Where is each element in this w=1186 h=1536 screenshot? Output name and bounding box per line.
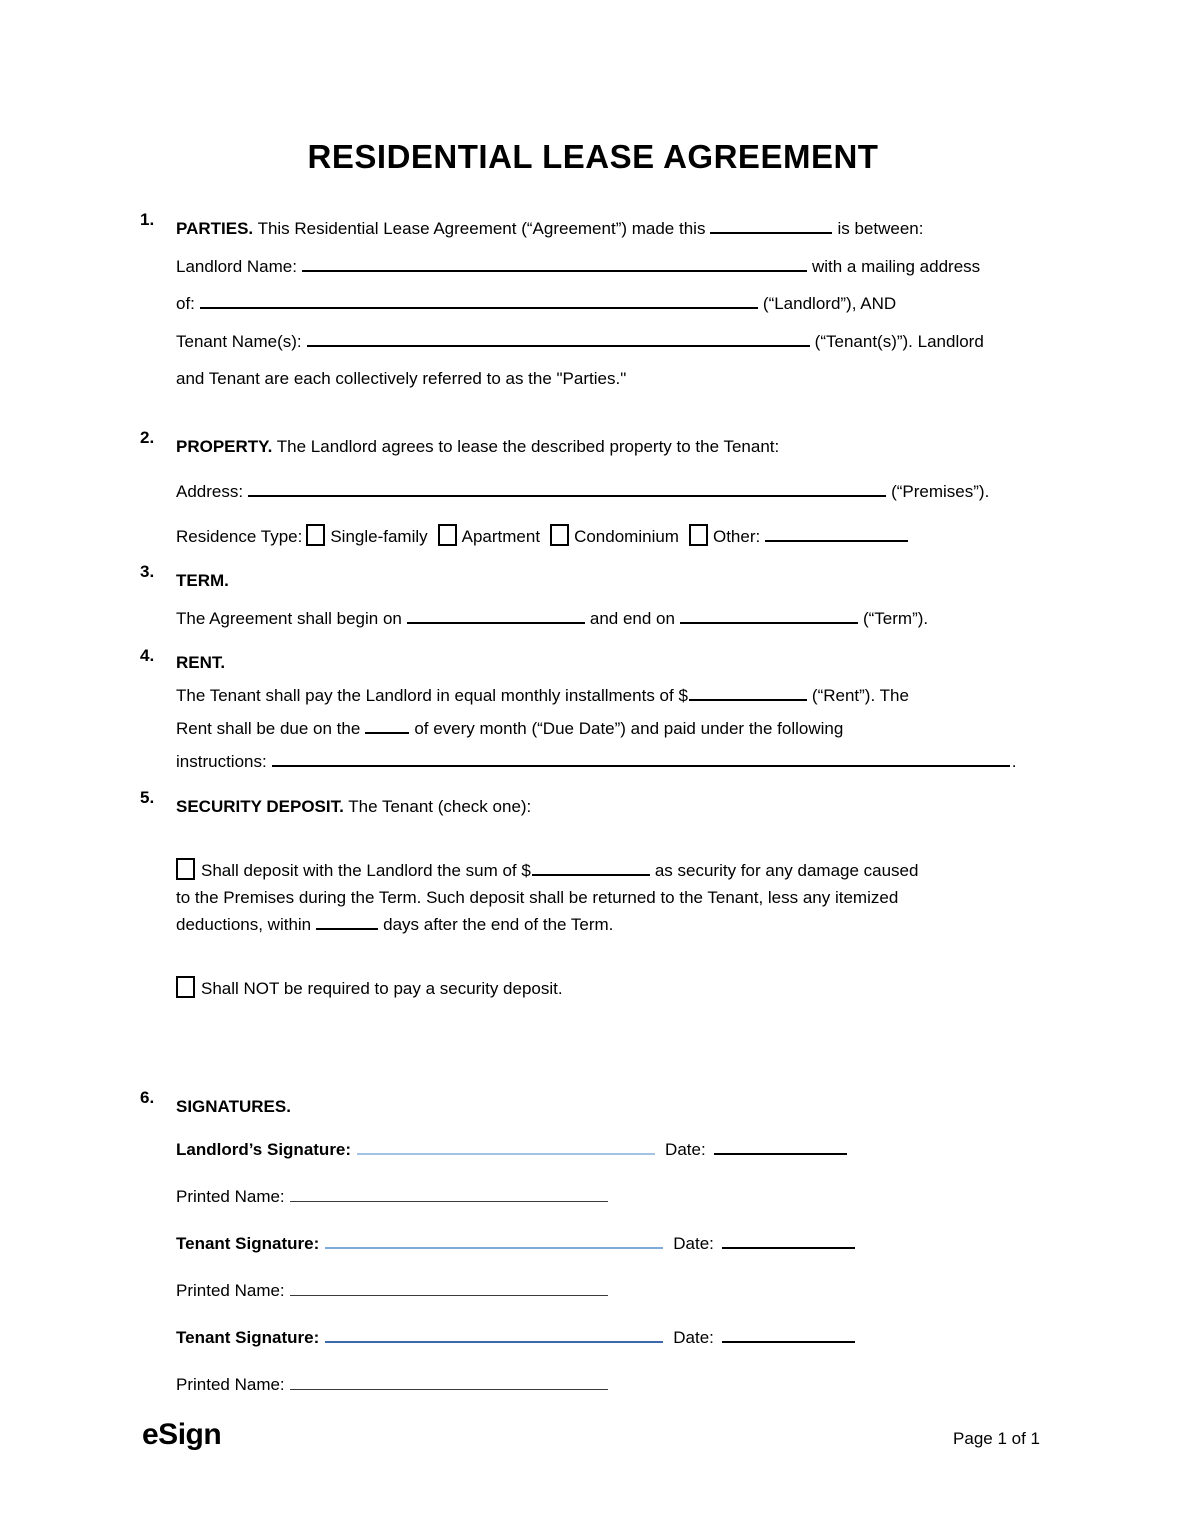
document-title: RESIDENTIAL LEASE AGREEMENT: [307, 138, 879, 175]
tenant1-printed-name-row: [176, 1267, 1056, 1314]
residence-type-line: [176, 518, 1056, 556]
security-heading-line: [176, 788, 1056, 826]
condominium-label: Condominium: [574, 526, 679, 546]
deposit-days-text: deductions, within: [176, 914, 312, 934]
deposit-option-2: [176, 960, 1056, 1002]
other-residence-blank[interactable]: [765, 525, 908, 542]
parties-line-4: [176, 323, 1056, 361]
payment-instructions-blank[interactable]: [272, 750, 1010, 767]
section-parties-number: 1.: [140, 210, 155, 229]
page-number: Page 1 of 1: [953, 1429, 1040, 1448]
tenant1-signature-line[interactable]: [325, 1232, 663, 1249]
landlord-signature-row: [176, 1126, 1056, 1173]
section-signatures-number: 6.: [140, 1087, 155, 1107]
tenant1-signature-label: Tenant Signature:: [176, 1233, 320, 1253]
section-parties: [140, 210, 1056, 398]
deposit-option-1: [176, 842, 1056, 938]
landlord-printed-name-label: Printed Name:: [176, 1186, 285, 1206]
landlord-address-label: of:: [176, 294, 195, 313]
rent-line-2-end: of every month (“Due Date”) and paid under the following: [414, 718, 844, 738]
tenant2-printed-name-label: Printed Name:: [176, 1374, 285, 1394]
section-security-number: 5.: [140, 787, 155, 807]
deposit-option-1-line-2: to the Premises during the Term. Such deposit shall be returned to the Tenant, less any itemized: [176, 887, 899, 907]
no-deposit-checkbox[interactable]: [176, 976, 195, 998]
deposit-option-1-line-1: [176, 842, 1056, 884]
condominium-checkbox[interactable]: [550, 524, 569, 546]
tenant1-signature-row: [176, 1220, 1056, 1267]
section-rent-number: 4.: [140, 645, 155, 665]
deposit-return-days-blank[interactable]: [316, 913, 378, 930]
parties-line-2-end: with a mailing address: [811, 256, 981, 276]
residence-type-label: Residence Type:: [176, 526, 303, 546]
section-rent: [140, 646, 1056, 778]
landlord-printed-name-blank[interactable]: [290, 1186, 608, 1202]
term-heading-line: [176, 562, 1056, 600]
rent-amount-blank[interactable]: [689, 684, 807, 701]
parties-line-1: [176, 210, 1056, 248]
property-address-line: [176, 473, 1056, 511]
section-property: [140, 428, 1056, 556]
apartment-checkbox[interactable]: [438, 524, 457, 546]
esign-logo: eSign: [142, 1418, 222, 1451]
landlord-name-blank[interactable]: [302, 255, 807, 272]
deposit-amount-blank[interactable]: [532, 859, 650, 876]
tenant1-printed-name-blank[interactable]: [290, 1280, 608, 1296]
rent-line-1-end: (“Rent”). The: [811, 685, 909, 705]
premises-label: (“Premises”).: [891, 481, 990, 501]
term-dates-line: [176, 600, 1056, 638]
rent-heading-line: [176, 646, 1056, 679]
term-start-blank[interactable]: [407, 607, 585, 624]
address-label: Address:: [176, 481, 244, 501]
security-heading-text: The Tenant (check one):: [348, 796, 532, 816]
landlord-name-label: Landlord Name:: [176, 256, 297, 276]
tenant2-printed-name-row: [176, 1361, 1056, 1408]
deposit-sum-text: Shall deposit with the Landlord the sum of $: [201, 860, 531, 880]
parties-line-4-end: (“Tenant(s)”). Landlord: [814, 331, 984, 351]
rent-line-1: [176, 679, 1056, 712]
tenant1-sign-date-blank[interactable]: [722, 1232, 855, 1249]
tenant1-printed-name-label: Printed Name:: [176, 1280, 285, 1300]
tenant2-printed-name-blank[interactable]: [290, 1374, 608, 1390]
tenant2-signature-label: Tenant Signature:: [176, 1327, 320, 1347]
section-term-number: 3.: [140, 561, 155, 581]
section-parties-heading: PARTIES.: [176, 219, 254, 238]
single-family-label: Single-family: [330, 526, 428, 546]
section-rent-heading: RENT.: [176, 652, 226, 672]
property-heading-line: [176, 428, 1056, 466]
deposit-option-1-line-3: [176, 911, 1056, 938]
term-end-text: (“Term”).: [862, 608, 929, 628]
document-body: [0, 210, 1186, 1408]
property-heading-text: The Landlord agrees to lease the described property to the Tenant:: [276, 436, 780, 456]
term-begin-text: The Agreement shall begin on: [176, 608, 402, 628]
landlord-printed-name-row: [176, 1173, 1056, 1220]
signatures-heading-line: [176, 1088, 1056, 1126]
tenant2-date-label: Date:: [673, 1327, 714, 1347]
landlord-signature-line[interactable]: [357, 1138, 655, 1155]
term-end-blank[interactable]: [680, 607, 858, 624]
no-deposit-text: Shall NOT be required to pay a security deposit.: [201, 978, 563, 998]
rent-due-day-blank[interactable]: [365, 717, 409, 734]
rent-line-2: [176, 712, 1056, 745]
parties-line-1-text: This Residential Lease Agreement (“Agreement”) made this: [257, 219, 706, 238]
section-property-number: 2.: [140, 427, 155, 447]
term-mid-text: and end on: [589, 608, 675, 628]
landlord-signature-label: Landlord’s Signature:: [176, 1139, 352, 1159]
section-security-deposit: [140, 788, 1056, 1002]
rent-amount-text: The Tenant shall pay the Landlord in equal monthly installments of $: [176, 685, 688, 705]
apartment-label: Apartment: [461, 526, 541, 546]
section-signatures-heading: SIGNATURES.: [176, 1096, 291, 1116]
premises-address-blank[interactable]: [248, 480, 886, 497]
agreement-date-blank[interactable]: [710, 217, 832, 234]
landlord-address-blank[interactable]: [200, 292, 758, 309]
section-term: [140, 562, 1056, 638]
rent-due-text: Rent shall be due on the: [176, 718, 361, 738]
parties-line-1-end: is between:: [837, 219, 924, 238]
section-signatures: [140, 1088, 1056, 1408]
tenant2-sign-date-blank[interactable]: [722, 1326, 855, 1343]
other-checkbox[interactable]: [689, 524, 708, 546]
parties-line-3: [176, 285, 1056, 323]
other-label: Other:: [712, 526, 761, 546]
parties-line-5: and Tenant are each collectively referred to as the "Parties.": [176, 369, 627, 388]
parties-line-2: [176, 248, 1056, 286]
landlord-date-label: Date:: [665, 1139, 706, 1159]
tenant-names-label: Tenant Name(s):: [176, 331, 302, 351]
tenant2-signature-line[interactable]: [325, 1326, 663, 1343]
deposit-required-checkbox[interactable]: [176, 858, 195, 880]
landlord-sign-date-blank[interactable]: [714, 1138, 847, 1155]
parties-line-3-end: (“Landlord”), AND: [762, 294, 897, 313]
section-term-heading: TERM.: [176, 570, 229, 590]
tenant2-signature-row: [176, 1314, 1056, 1361]
single-family-checkbox[interactable]: [306, 524, 325, 546]
deposit-line-3-end: days after the end of the Term.: [383, 914, 614, 934]
page-footer: [142, 1418, 1040, 1452]
instructions-period: .: [1011, 751, 1017, 771]
tenant1-date-label: Date:: [673, 1233, 714, 1253]
section-security-heading: SECURITY DEPOSIT.: [176, 796, 344, 816]
tenant-names-blank[interactable]: [307, 330, 810, 347]
section-property-heading: PROPERTY.: [176, 436, 273, 456]
deposit-line-1-end: as security for any damage caused: [654, 860, 919, 880]
instructions-label: instructions:: [176, 751, 267, 771]
rent-line-3: [176, 745, 1056, 778]
